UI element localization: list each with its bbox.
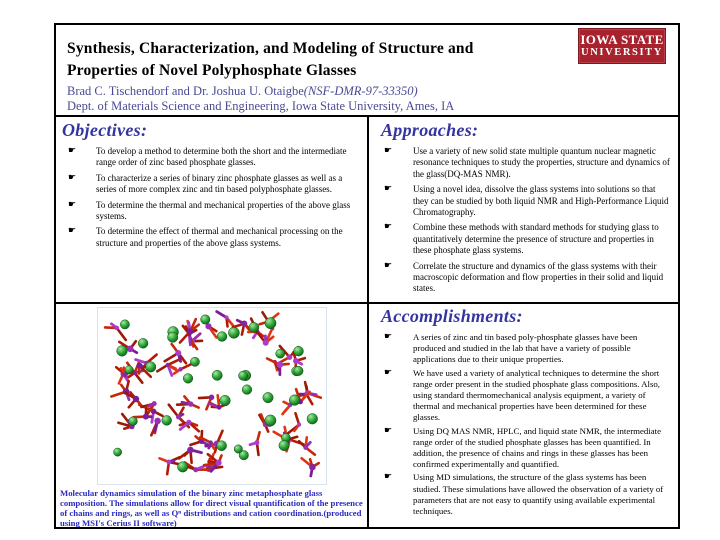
- list-item: [60, 226, 365, 249]
- objectives-section: [56, 117, 367, 304]
- poster-slide: [54, 23, 680, 529]
- pointing-hand-bullet-icon: ☛: [384, 367, 393, 378]
- list-item: [379, 261, 674, 295]
- accomplishments-heading: Accomplishments:: [381, 306, 523, 326]
- slide-title-line-1: Synthesis, Characterization, and Modeling of Structure and: [67, 40, 474, 57]
- pointing-hand-bullet-icon: ☛: [384, 472, 393, 483]
- approaches-list: [379, 146, 674, 295]
- pointing-hand-bullet-icon: ☛: [384, 184, 393, 195]
- list-item: [379, 146, 674, 180]
- list-item: [60, 173, 365, 196]
- objective-item-text: To develop a method to determine both the short and the intermediate range order of zinc based phosphate glasses.: [96, 146, 347, 168]
- slide-title-line-2: Properties of Novel Polyphosphate Glasses: [67, 62, 357, 79]
- approach-item-text: Combine these methods with standard methods for studying glass to quantitatively determine the presence of structure and properties in these phosphate glass systems.: [413, 222, 659, 256]
- pointing-hand-bullet-icon: ☛: [68, 146, 77, 156]
- accomplishments-list: [379, 332, 674, 517]
- objective-item-text: To characterize a series of binary zinc phosphate glasses as well as a series of more complex zinc and tin based polyphosphate glasses.: [96, 172, 343, 195]
- pointing-hand-bullet-icon: ☛: [384, 332, 393, 342]
- list-item: [379, 184, 674, 218]
- pointing-hand-bullet-icon: ☛: [384, 260, 393, 271]
- approach-item-text: Using a novel idea, dissolve the glass systems into solutions so that they can be studied by both liquid NMR and High-Performance Liquid Chromatography.: [413, 184, 669, 218]
- figure-section: [56, 304, 367, 527]
- pointing-hand-bullet-icon: ☛: [384, 425, 393, 436]
- list-item: [60, 146, 365, 169]
- accomplishment-item-text: Using MD simulations, the structure of the glass systems has been studied. These simulations have allowed the observation of a variety of parameters that are not easy to quantify using available experimental techniques.: [413, 472, 664, 517]
- pointing-hand-bullet-icon: ☛: [384, 222, 393, 233]
- list-item: [379, 222, 674, 256]
- objectives-list: [60, 146, 365, 249]
- objectives-heading: Objectives:: [62, 120, 148, 140]
- logo-text-line-2: UNIVERSITY: [581, 47, 663, 58]
- approaches-section: [367, 117, 678, 304]
- accomplishment-item-text: Using DQ MAS NMR, HPLC, and liquid state NMR, the intermediate range order of the studied phosphate glasses has been quantified. In addition, the presence of chains and rings in these glasses has been confirmed experimentally and quantified.: [413, 425, 662, 470]
- molecule-svg: [98, 308, 326, 484]
- iowa-state-university-logo: [578, 28, 666, 64]
- approach-item-text: Correlate the structure and dynamics of the glass systems with their macroscopic deformation and flow properties in their solid and liquid states.: [413, 260, 664, 294]
- authors-line: [67, 84, 678, 99]
- pointing-hand-bullet-icon: ☛: [384, 146, 393, 156]
- molecule-figure: [97, 307, 327, 485]
- header: [56, 25, 678, 117]
- list-item: [379, 426, 674, 471]
- approach-item-text: Use a variety of new solid state multiple quantum nuclear magnetic resonance techniques to study the properties, structure and dynamics of the glass(DQ-MAS NMR).: [413, 146, 670, 179]
- pointing-hand-bullet-icon: ☛: [68, 199, 77, 210]
- grant-number: (NSF-DMR-97-33350): [303, 84, 418, 98]
- list-item: [379, 472, 674, 517]
- list-item: [379, 368, 674, 424]
- list-item: [60, 200, 365, 223]
- author-names: Brad C. Tischendorf and Dr. Joshua U. Otaigbe: [67, 84, 304, 98]
- figure-caption: Molecular dynamics simulation of the binary zinc metaphosphate glass composition. The simulations allow for direct visual quantification of the presence of chains and rings, as well as Qⁿ distributions and cation coordination.(produced using MSI's Cerius II software): [60, 488, 363, 527]
- accomplishment-item-text: A series of zinc and tin based poly-phosphate glasses have been produced and studied in the lab that have a variety of possible applications due to their unique properties.: [413, 332, 638, 365]
- pointing-hand-bullet-icon: ☛: [68, 226, 77, 237]
- approaches-heading: Approaches:: [381, 120, 479, 140]
- list-item: [379, 332, 674, 366]
- accomplishments-section: [367, 304, 678, 527]
- accomplishment-item-text: We have used a variety of analytical techniques to determine the short range order present in the studied phosphate glass compositions. Also, using standard thermomechanical analysis equipment, a variety of thermal and mechanical properties have been determined for these glasses.: [413, 367, 661, 423]
- logo-text-line-1: IOWA STATE: [580, 32, 664, 47]
- objective-item-text: To determine the effect of thermal and mechanical processing on the structure and properties of the above glass systems.: [96, 226, 343, 248]
- pointing-hand-bullet-icon: ☛: [68, 172, 77, 183]
- objective-item-text: To determine the thermal and mechanical properties of the above glass systems.: [96, 199, 351, 222]
- department-line: Dept. of Materials Science and Engineering, Iowa State University, Ames, IA: [67, 99, 455, 113]
